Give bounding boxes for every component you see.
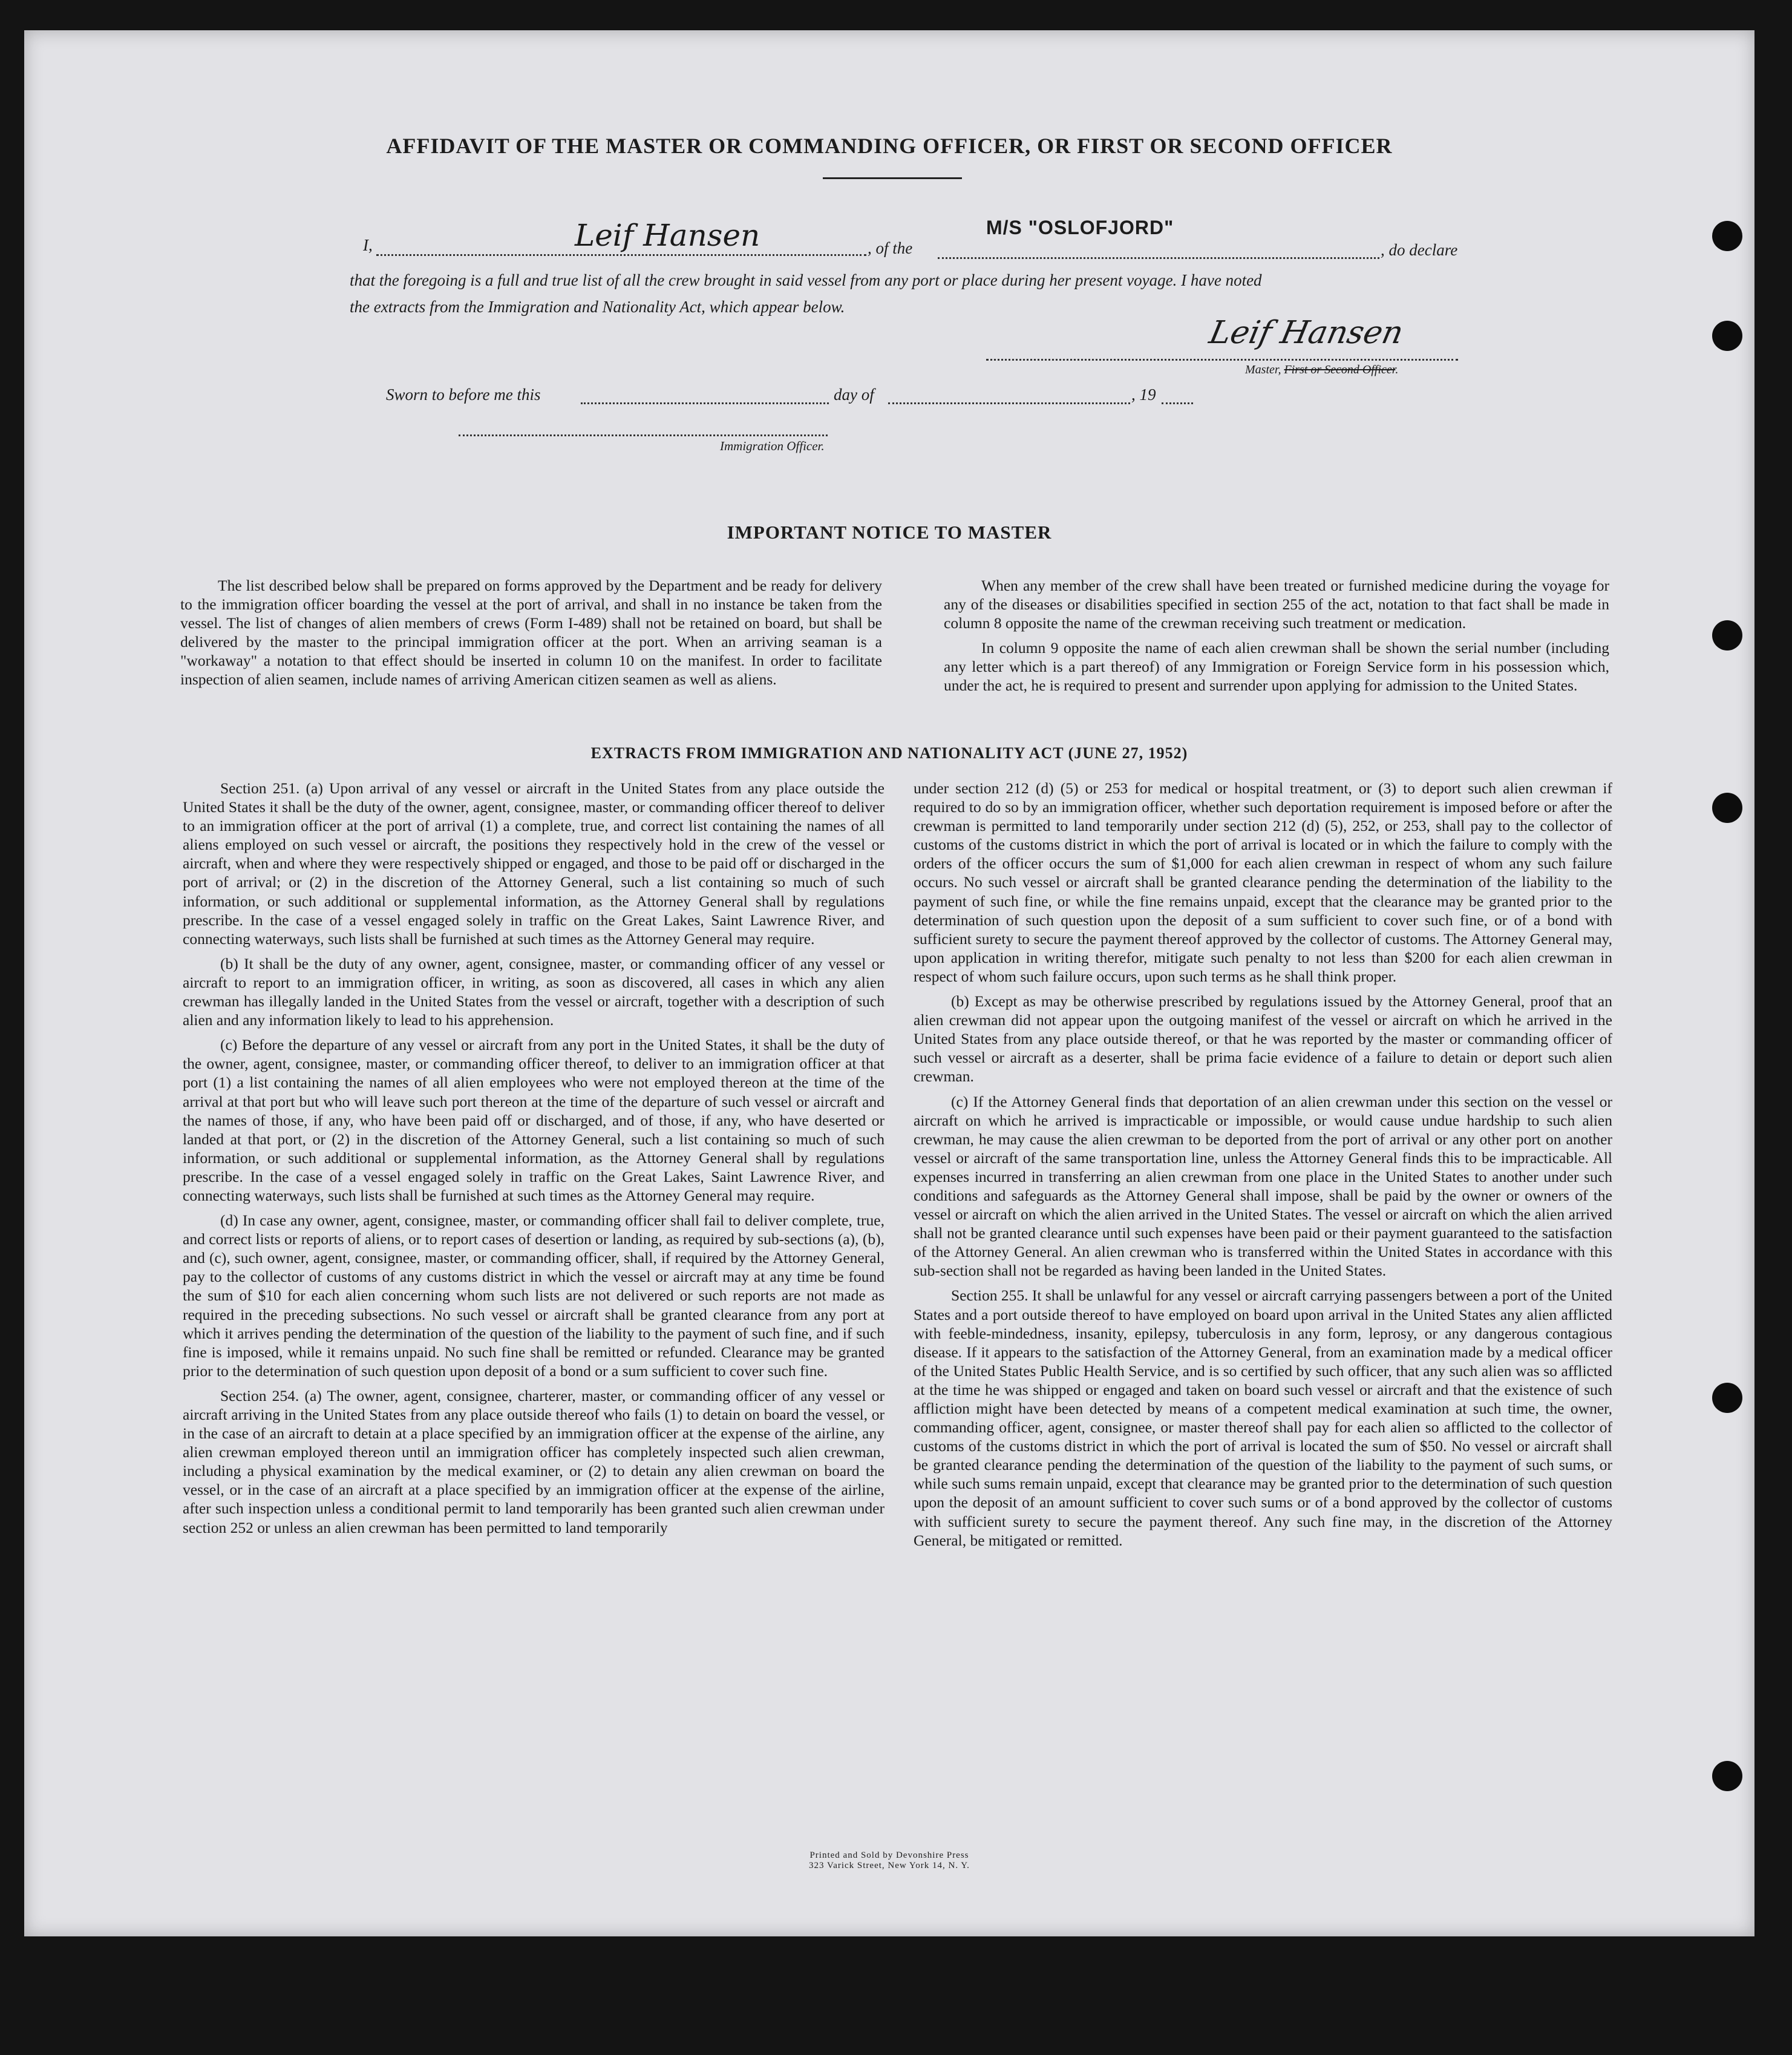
extract-paragraph: Section 254. (a) The owner, agent, consignee, charterer, master, or commanding officer of any vessel or aircraft arriving in the United States from any place outside thereof who fails (1) to detain on board the vessel, or in the case of an aircraft to detain at a place specified by an immigration officer at the expense of the airline, any alien crewman employed thereon until an immigration officer has completely inspected such alien crewman, including a physical examination by the medical examiner, or (2) to detain any alien crewman on board the vessel, or in the case of an aircraft at a place specified by an immigration officer at the expense of the airline, after such inspection unless a conditional permit to land temporarily has been granted such alien crewman under section 252 or unless an alien crewman has been permitted to land temporarily xyxy=(183,1386,885,1536)
extracts-left-column xyxy=(183,779,885,1543)
sworn-label: Sworn to before me this xyxy=(386,385,541,404)
officer-caption: Immigration Officer. xyxy=(720,439,825,453)
vessel-line xyxy=(938,257,1379,259)
binder-hole xyxy=(1712,221,1742,251)
extract-paragraph: Section 255. It shall be unlawful for any vessel or aircraft carrying passengers between a port of the United States and a port outside thereof to have employed on board upon arrival in the United States any alien afflicted with feeble-mindedness, insanity, epilepsy, tuberculosis in any form, leprosy, or any dangerous contagious disease. If it appears to the satisfaction of the Attorney General, from an examination made by a medical officer of the United States Public Health Service, and is so certified by such officer, that any such alien was so afflicted at the time he was shipped or engaged and taken on board such vessel or aircraft and that the existence of such affliction might have been detected by means of a competent medical examination at such time, the owner, commanding officer, agent, consignee, or master thereof shall pay for each alien so afflicted to the collector of customs of the customs district in which the port of arrival is located the sum of $50. No vessel or aircraft shall be granted clearance pending the determination of the question of the liability to the payment of such sums, or while such sums remain unpaid, except that clearance may be granted prior to the determination of such question upon the deposit of an amount sufficient to cover such sums or of a bond approved by the collector of customs with sufficient surety to secure the payment thereof. Any such fine may, in the discretion of the Attorney General, be mitigated or remitted. xyxy=(914,1286,1612,1549)
sworn-day-line xyxy=(581,402,829,404)
printer-imprint xyxy=(24,1850,1754,1871)
binder-hole xyxy=(1712,1761,1742,1791)
statement-line1: that the foregoing is a full and true list of all the crew brought in said vessel from any port or place during her present voyage. I have noted xyxy=(350,271,1262,289)
notice-right-column xyxy=(944,576,1609,701)
binder-hole xyxy=(1712,620,1742,651)
notice-paragraph: The list described below shall be prepared on forms approved by the Department and be ready for delivery to the immigration officer boarding the vessel at the port of arrival, and shall in no instance be taken from the vessel. The list of changes of alien members of crews (Form I-489) shall not be retained on board, but shall be delivered by the master to the principal immigration officer at the port. When an arriving seaman is a "workaway" a notation to that effect should be inserted in column 10 on the manifest. In order to facilitate inspection of alien seamen, include names of arriving American citizen seamen as well as aliens. xyxy=(180,577,882,689)
day-of-label: day of xyxy=(834,385,874,404)
binder-hole xyxy=(1712,1383,1742,1413)
binder-hole xyxy=(1712,321,1742,351)
title-rule xyxy=(823,177,962,179)
notice-heading: IMPORTANT NOTICE TO MASTER xyxy=(727,522,1052,543)
statement-line2: the extracts from the Immigration and Nationality Act, which appear below. xyxy=(350,298,845,316)
extract-paragraph: Section 251. (a) Upon arrival of any vessel or aircraft in the United States from any place outside the United States it shall be the duty of the owner, agent, consignee, master, or commanding officer thereof to deliver to an immigration officer at the port of arrival (1) a complete, true, and correct list containing the names of all aliens employed on such vessel or aircraft, the positions they respectively hold in the crew of the vessel or aircraft, when and where they were respectively shipped or engaged, and those to be paid off or discharged in the port of arrival; or (2) in the discretion of the Attorney General, such a list containing so much of such information, or such additional or supplemental information, as the Attorney General shall by regulations prescribe. In the case of a vessel engaged solely in traffic on the Great Lakes, Saint Lawrence River, and connecting waterways, such lists shall be furnished at such times as the Attorney General may require. xyxy=(183,779,885,948)
caption-master: Master, xyxy=(1245,363,1284,376)
extract-paragraph: (d) In case any owner, agent, consignee, master, or commanding officer shall fail to deliver complete, true, and correct lists or reports of aliens, or to report cases of desertion or landing, as required by sub-sections (a), (b), and (c), such owner, agent, consignee, master, or commanding officer, shall, if required by the Attorney General, pay to the collector of customs of any customs district in which the vessel or aircraft may at any time be found the sum of $10 for each alien concerning whom such lists are not delivered or such reports are not made as required in the preceding subsections. No such vessel or aircraft shall be granted clearance from any port at which it arrives pending the determination of the question of the liability to the payment of such fine, and if such fine is imposed, while it remains unpaid. No such fine shall be remitted or refunded. Clearance may be granted prior to the determination of such question upon deposit of a bond or a sum sufficient to cover such fine. xyxy=(183,1211,885,1380)
document-page xyxy=(24,30,1754,1936)
imprint-line2: 323 Varick Street, New York 14, N. Y. xyxy=(809,1861,970,1870)
month-line xyxy=(888,402,1130,404)
caption-end: . xyxy=(1395,363,1399,376)
affidavit-title: AFFIDAVIT OF THE MASTER OR COMMANDING OFFICER, OR FIRST OR SECOND OFFICER xyxy=(386,134,1393,158)
year-label: , 19 xyxy=(1131,385,1156,404)
i-label: I, xyxy=(363,236,373,254)
extracts-heading: EXTRACTS FROM IMMIGRATION AND NATIONALITY ACT (JUNE 27, 1952) xyxy=(590,744,1188,762)
of-the-label: , of the xyxy=(868,239,913,257)
extract-paragraph: under section 212 (d) (5) or 253 for medical or hospital treatment, or (3) to deport such alien crewman if required to do so by an immigration officer, whether such deportation requirement is imposed before or after the crewman is permitted to land temporarily under section 212 (d) (5), 252, or 253, shall pay to the collector of customs of the customs district in which the port of arrival is located or in which the failure to comply with the orders of the officer occurs the sum of $1,000 for each alien crewman in respect of whom any such failure occurs. No such vessel or aircraft shall be granted clearance pending the determination of the liability to the payment of such fine, or while the fine remains unpaid, except that the clearance may be granted prior to the determination of such question upon the deposit of a sum sufficient to cover such fine, or of a bond with sufficient surety to secure the payment thereof approved by the collector of customs. The Attorney General may, upon application in writing therefor, mitigate such penalty to not less than $200 for each alien crewman in respect of whom such failure occurs, upon such terms as he shall think proper. xyxy=(914,779,1612,985)
notice-left-column xyxy=(180,576,882,695)
notice-paragraph: When any member of the crew shall have been treated or furnished medicine during the voyage for any of the diseases or disabilities specified in section 255 of the act, notation to that fact shall be made in column 8 opposite the name of the crewman receiving such treatment or medication. xyxy=(944,577,1609,632)
signature-caption xyxy=(1245,363,1398,377)
binder-hole xyxy=(1712,793,1742,823)
caption-struck: First or Second Officer xyxy=(1284,363,1396,376)
year-line xyxy=(1162,402,1193,404)
vessel-name: M/S "OSLOFJORD" xyxy=(986,217,1174,238)
master-name: Leif Hansen xyxy=(575,218,760,253)
declare-label: , do declare xyxy=(1381,241,1458,259)
officer-signature-line xyxy=(459,434,828,436)
imprint-line1: Printed and Sold by Devonshire Press xyxy=(809,1850,969,1860)
name-line xyxy=(376,254,866,256)
signature-line xyxy=(986,359,1458,361)
extract-paragraph: (b) It shall be the duty of any owner, agent, consignee, master, or commanding officer of any vessel or aircraft to report to an immigration officer, in writing, as soon as discovered, all cases in which any alien crewman has illegally landed in the United States from the vessel or aircraft, together with a description of such alien and any information likely to lead to his apprehension. xyxy=(183,954,885,1029)
extract-paragraph: (c) If the Attorney General finds that deportation of an alien crewman under this section on the vessel or aircraft on which he arrived is impracticable or impossible, or would cause undue hardship to such alien crewman, he may cause the alien crewman to be deported from the port of arrival or any other port on another vessel or aircraft of the same transportation line, unless the Attorney General finds this to be impracticable. All expenses incurred in transferring an alien crewman from one place in the United States to another under such conditions and safeguards as the Attorney General shall impose, shall be paid by the owner or owners of the vessel or aircraft on which the alien arrived in the United States. The vessel or aircraft on which the alien arrived shall not be granted clearance until such expenses have been paid or their payment guaranteed to the satisfaction of the Attorney General. An alien crewman who is transferred within the United States in accordance with this sub-section shall not be regarded as having been landed in the United States. xyxy=(914,1092,1612,1280)
extract-paragraph: (c) Before the departure of any vessel or aircraft from any port in the United States, it shall be the duty of the owner, agent, consignee, master, or commanding officer thereof, to deliver to an immigration officer at that port (1) a list containing the names of all alien employees who were not employed thereon at the time of the arrival at that port but who will leave such port thereon at the time of the departure of such vessel or aircraft and the names of those, if any, who have been paid off or discharged, and of those, if any, who have deserted or landed at that port, or (2) in the discretion of the Attorney General, such a list containing so much of such information, or such additional or supplemental information, as the Attorney General shall by regulations prescribe. In the case of a vessel engaged solely in traffic on the Great Lakes, Saint Lawrence River, and connecting waterways, such lists shall be furnished at such times as the Attorney General may require. xyxy=(183,1036,885,1204)
extracts-right-column xyxy=(914,779,1612,1556)
notice-paragraph: In column 9 opposite the name of each alien crewman shall be shown the serial number (including any letter which is a part thereof) of any Immigration or Foreign Service form in his possession which, under the act, he is required to present and surrender upon applying for admission to the United States. xyxy=(944,639,1609,695)
master-signature: Leif Hansen xyxy=(1206,315,1407,351)
extract-paragraph: (b) Except as may be otherwise prescribed by regulations issued by the Attorney General, proof that an alien crewman did not appear upon the outgoing manifest of the vessel or aircraft on which he arrived in the United States from any place outside thereof, or that he was reported by the master or commanding officer of such vessel or aircraft as a deserter, shall be prima facie evidence of a failure to detain or deport such alien crewman. xyxy=(914,992,1612,1086)
